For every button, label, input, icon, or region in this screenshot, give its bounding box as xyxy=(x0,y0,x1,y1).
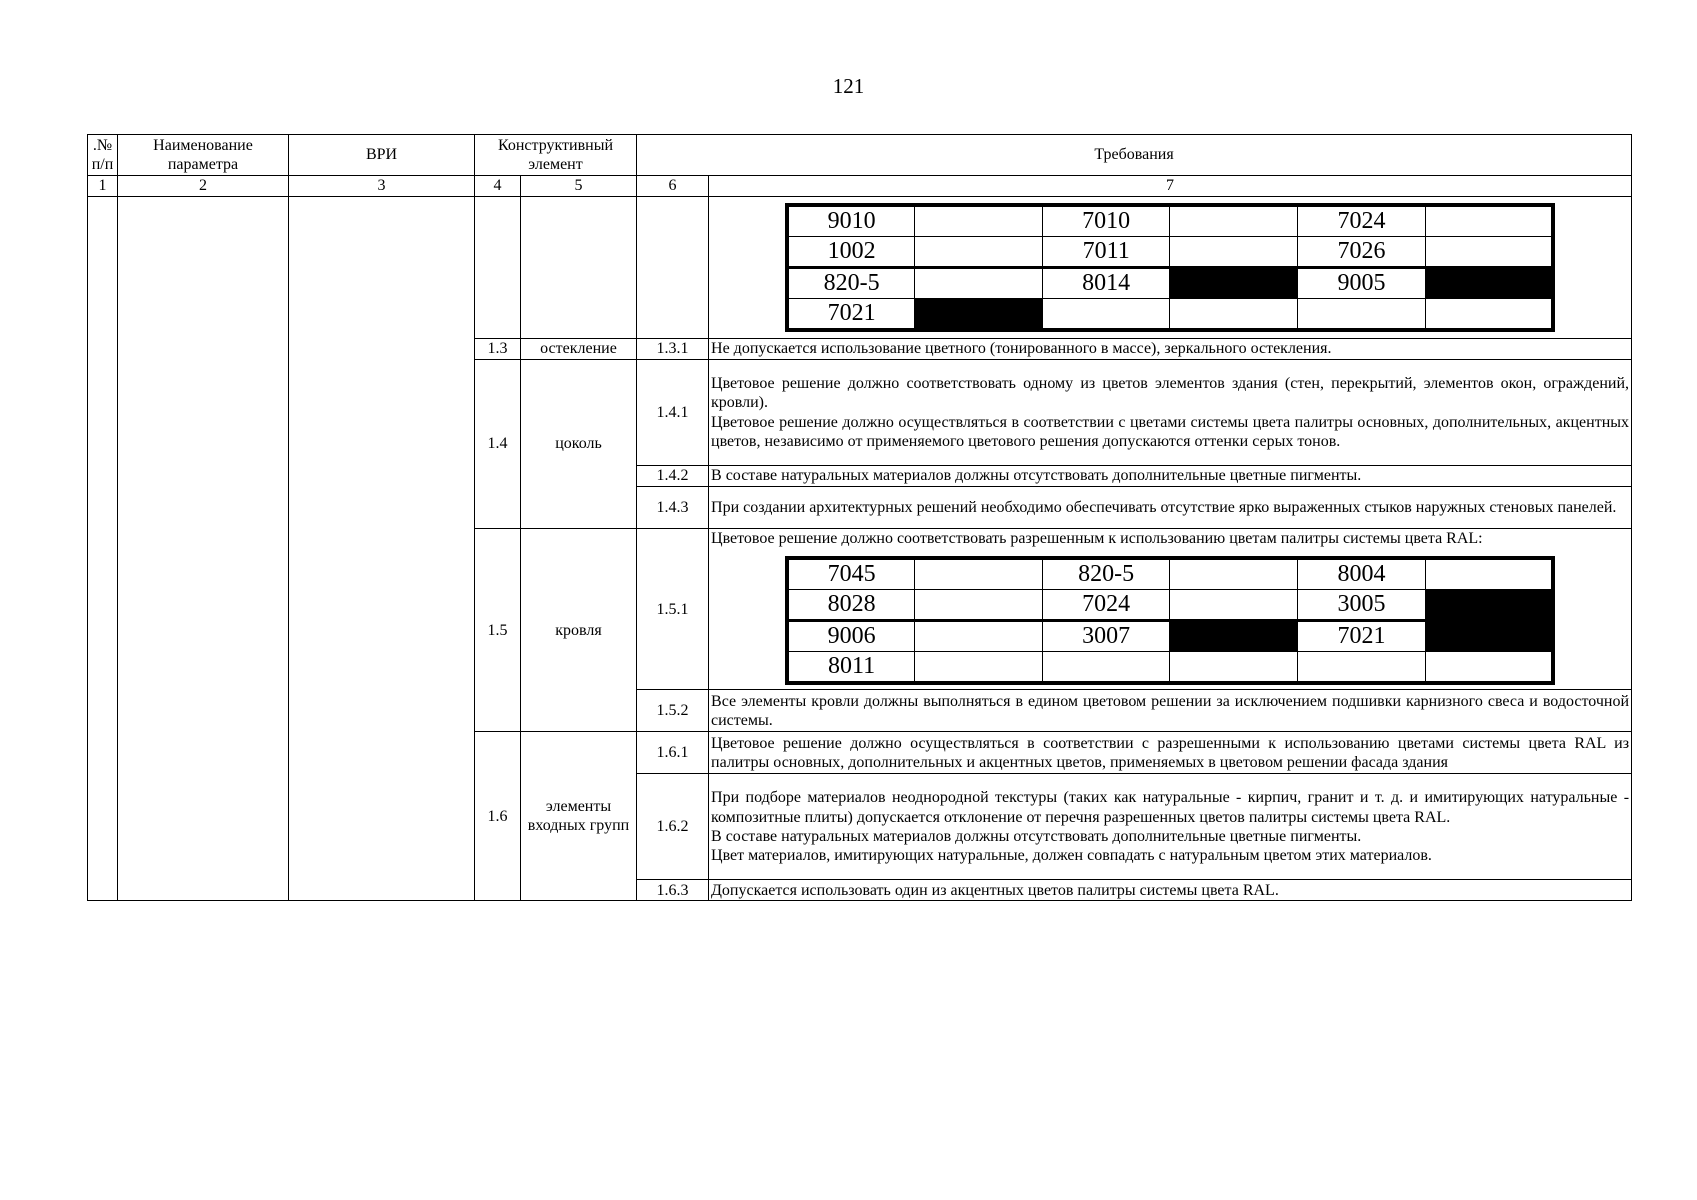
index-cell: 6 xyxy=(637,176,709,197)
section-num: 1.5 xyxy=(475,529,521,732)
swatch-color xyxy=(1170,652,1298,684)
swatch-color xyxy=(1170,299,1298,331)
item-text-line: При подборе материалов неоднородной текстуры (таких как натуральные - кирпич, гранит и т. д. и имитирующих натуральные - композитные плиты) допускается отклонение от перечня разрешенных цветов палитры системы цвета RAL. xyxy=(711,789,1630,826)
swatch-roof-table xyxy=(785,556,1555,685)
swatch-code xyxy=(1298,652,1426,684)
item-text: В составе натуральных материалов должны отсутствовать дополнительные цветные пигменты. xyxy=(709,466,1632,487)
item-num: 1.5.2 xyxy=(637,690,709,732)
swatch-code: 7011 xyxy=(1042,237,1170,268)
swatch-code: 7026 xyxy=(1298,237,1426,268)
item-text: Допускается использовать один из акцентных цветов палитры системы цвета RAL. xyxy=(709,880,1632,901)
swatch-color xyxy=(1425,205,1553,237)
header-row xyxy=(88,135,1632,176)
section-num: 1.4 xyxy=(475,360,521,529)
swatch-color xyxy=(1425,268,1553,299)
item-text-line: Цвет материалов, имитирующих натуральные, должен совпадать с натуральным цветом этих материалов. xyxy=(711,846,1432,864)
swatch-color xyxy=(1425,237,1553,268)
header-vri: ВРИ xyxy=(289,135,475,176)
col2-empty xyxy=(118,197,289,901)
col5-empty xyxy=(521,197,637,339)
swatch-color xyxy=(915,268,1043,299)
page-number: 121 xyxy=(832,74,865,98)
item-num: 1.4.1 xyxy=(637,360,709,466)
swatch-top-table xyxy=(785,203,1555,332)
swatch-code: 3007 xyxy=(1042,621,1170,652)
item-num: 1.4.3 xyxy=(637,487,709,529)
swatch-row xyxy=(787,652,1553,684)
header-element: Конструктивный элемент xyxy=(475,135,637,176)
swatch-code: 8011 xyxy=(787,652,915,684)
swatch-code xyxy=(1042,299,1170,331)
swatch-color xyxy=(915,237,1043,268)
swatch-color xyxy=(915,590,1043,621)
swatch-code: 7021 xyxy=(787,299,915,331)
item-num: 1.5.1 xyxy=(637,529,709,690)
swatch-color xyxy=(915,558,1043,590)
col6-empty xyxy=(637,197,709,339)
requirements-table xyxy=(87,134,1632,901)
item-num: 1.3.1 xyxy=(637,339,709,360)
swatch-color xyxy=(1425,621,1553,652)
swatch-row xyxy=(787,590,1553,621)
swatch-color xyxy=(1425,299,1553,331)
item-text-line: В составе натуральных материалов должны отсутствовать дополнительные цветные пигменты. xyxy=(711,827,1362,845)
swatch-code: 9010 xyxy=(787,205,915,237)
item-num: 1.6.1 xyxy=(637,732,709,774)
swatch-code: 7024 xyxy=(1042,590,1170,621)
header-requirements: Требования xyxy=(637,135,1632,176)
section-name: кровля xyxy=(521,529,637,732)
item-text xyxy=(709,360,1632,466)
swatch-row xyxy=(787,299,1553,331)
index-cell: 7 xyxy=(709,176,1632,197)
swatch-code: 3005 xyxy=(1298,590,1426,621)
section-num: 1.3 xyxy=(475,339,521,360)
index-cell: 2 xyxy=(118,176,289,197)
header-param: Наименование параметра xyxy=(118,135,289,176)
swatch-color xyxy=(1170,268,1298,299)
swatch-code: 7045 xyxy=(787,558,915,590)
item-text: Не допускается использование цветного (тонированного в массе), зеркального остекления. xyxy=(709,339,1632,360)
item-text xyxy=(709,774,1632,880)
swatch-row xyxy=(787,268,1553,299)
col1-empty xyxy=(88,197,118,901)
swatch-code: 9006 xyxy=(787,621,915,652)
index-cell: 3 xyxy=(289,176,475,197)
swatch-top-row xyxy=(88,197,1632,339)
swatch-code: 820-5 xyxy=(787,268,915,299)
item-num: 1.6.2 xyxy=(637,774,709,880)
swatch-color xyxy=(1170,621,1298,652)
section-name: элементы входных групп xyxy=(521,732,637,901)
section-name: цоколь xyxy=(521,360,637,529)
item-text-line: Цветовое решение должно соответствовать разрешенным к использованию цветам палитры системы цвета RAL: xyxy=(711,530,1483,547)
col3-empty xyxy=(289,197,475,901)
item-text xyxy=(709,529,1632,690)
item-text: Цветовое решение должно осуществляться в соответствии с разрешенными к использованию цветами системы цвета RAL из палитры основных, дополнительных и акцентных цветов, применяемых в цветовом решении фасада здания xyxy=(709,732,1632,774)
item-text-line: Цветовое решение должно осуществляться в соответствии с цветами системы цвета палитры основных, дополнительных, акцентных цветов, независимо от применяемого цветового решения допускаются оттенки серых тонов. xyxy=(711,413,1630,450)
swatch-roof-wrap xyxy=(711,548,1629,689)
swatch-code: 8028 xyxy=(787,590,915,621)
swatch-color xyxy=(1425,652,1553,684)
swatch-color xyxy=(915,652,1043,684)
swatch-code: 7010 xyxy=(1042,205,1170,237)
swatch-code: 8014 xyxy=(1042,268,1170,299)
item-num: 1.4.2 xyxy=(637,466,709,487)
item-text: Все элементы кровли должны выполняться в едином цветовом решении за исключением подшивки карнизного свеса и водосточной системы. xyxy=(709,690,1632,732)
swatch-color xyxy=(1425,590,1553,621)
swatch-code: 7024 xyxy=(1298,205,1426,237)
item-text: При создании архитектурных решений необходимо обеспечивать отсутствие ярко выраженных стыков наружных стеновых панелей. xyxy=(709,487,1632,529)
section-name: остекление xyxy=(521,339,637,360)
swatch-code xyxy=(1042,652,1170,684)
index-cell: 1 xyxy=(88,176,118,197)
col4-empty xyxy=(475,197,521,339)
index-cell: 5 xyxy=(521,176,637,197)
swatch-color xyxy=(1170,558,1298,590)
swatch-color xyxy=(1170,590,1298,621)
swatch-color xyxy=(915,205,1043,237)
swatch-row xyxy=(787,237,1553,268)
swatch-color xyxy=(915,621,1043,652)
swatch-color xyxy=(1425,558,1553,590)
header-index-row xyxy=(88,176,1632,197)
header-num: .№ п/п xyxy=(88,135,118,176)
swatch-row xyxy=(787,621,1553,652)
section-num: 1.6 xyxy=(475,732,521,901)
swatch-color xyxy=(1170,205,1298,237)
swatch-code: 8004 xyxy=(1298,558,1426,590)
swatch-row xyxy=(787,558,1553,590)
swatch-code: 9005 xyxy=(1298,268,1426,299)
swatch-code xyxy=(1298,299,1426,331)
index-cell: 4 xyxy=(475,176,521,197)
swatch-row xyxy=(787,205,1553,237)
swatch-code: 7021 xyxy=(1298,621,1426,652)
swatch-code: 820-5 xyxy=(1042,558,1170,590)
swatch-color xyxy=(915,299,1043,331)
item-text-line: Цветовое решение должно соответствовать одному из цветов элементов здания (стен, перекрытий, элементов окон, ограждений, кровли). xyxy=(711,375,1630,412)
swatch-top-cell xyxy=(709,197,1632,339)
item-num: 1.6.3 xyxy=(637,880,709,901)
swatch-color xyxy=(1170,237,1298,268)
swatch-code: 1002 xyxy=(787,237,915,268)
